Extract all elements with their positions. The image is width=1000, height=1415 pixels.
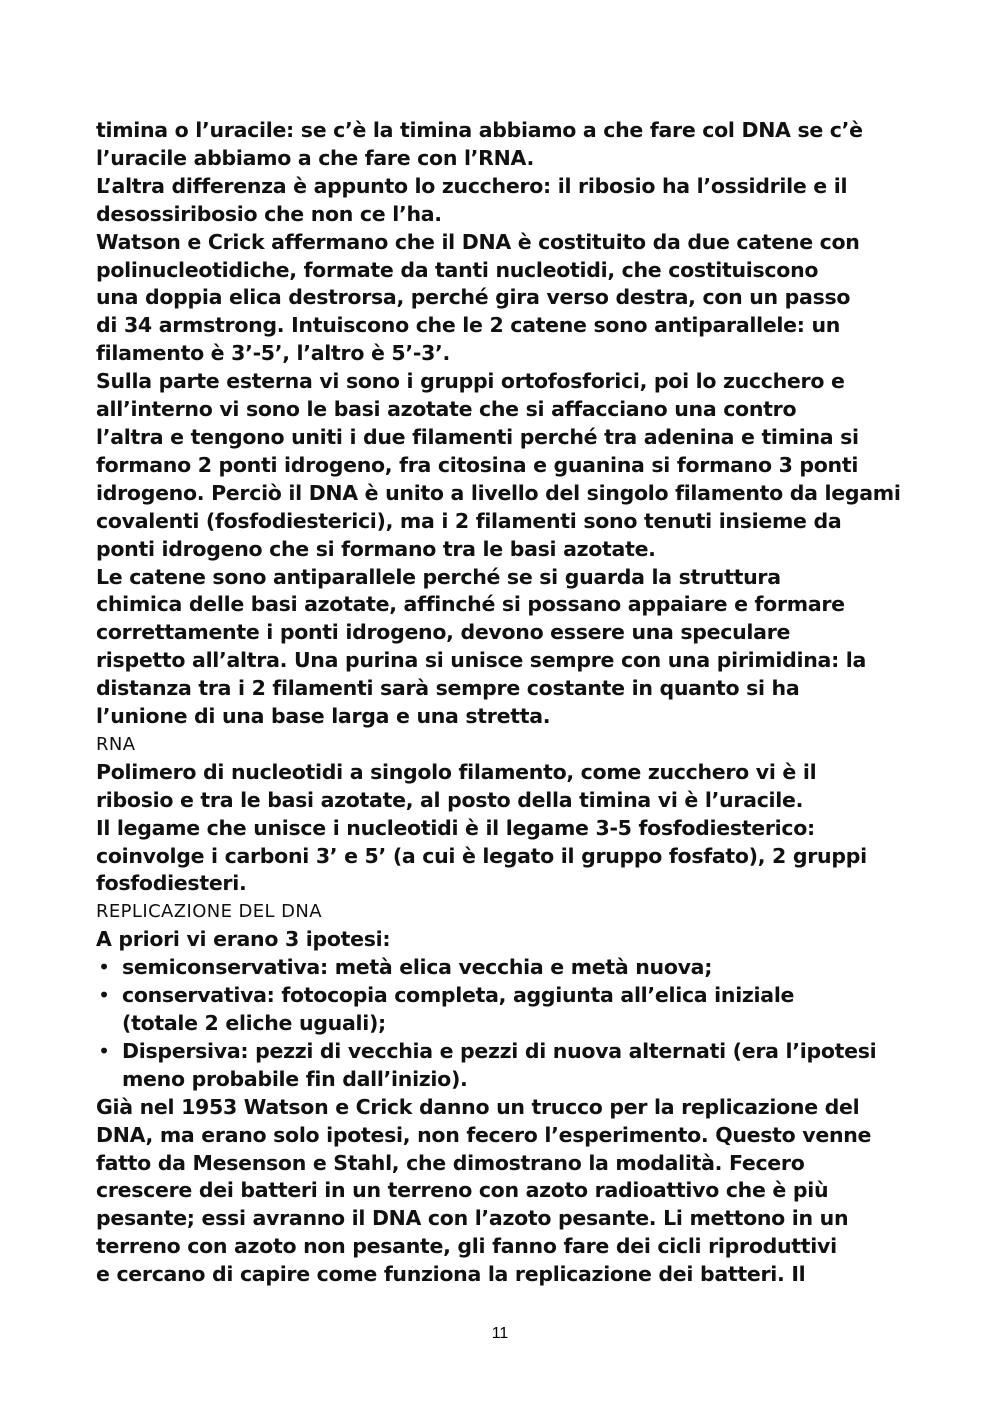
text-line: conservativa: fotocopia completa, aggiunta all’elica iniziale — [122, 983, 795, 1008]
text-line: distanza tra i 2 filamenti sarà sempre costante in quanto si ha — [96, 676, 800, 701]
text-line: L’altra differenza è appunto lo zucchero: il ribosio ha l’ossidrile e il — [96, 173, 848, 198]
text-line: e cercano di capire come funziona la replicazione dei batteri. Il — [96, 1262, 806, 1287]
text-line: coinvolge i carboni 3’ e 5’ (a cui è legato il gruppo fosfato), 2 gruppi — [96, 843, 867, 868]
paragraph-3 — [96, 229, 916, 369]
paragraph-7 — [96, 815, 916, 899]
text-line: Le catene sono antiparallele perché se si guarda la struttura — [96, 564, 781, 589]
text-line: Watson e Crick affermano che il DNA è costituito da due catene con — [96, 229, 860, 254]
paragraph-9 — [96, 1094, 916, 1289]
text-line: crescere dei batteri in un terreno con azoto radioattivo che è più — [96, 1178, 829, 1203]
text-line: l’altra e tengono uniti i due filamenti perché tra adenina e timina si — [96, 424, 859, 449]
text-line: fatto da Mesenson e Stahl, che dimostrano la modalità. Fecero — [96, 1150, 805, 1175]
text-line: filamento è 3’-5’, l’altro è 5’-3’. — [96, 341, 451, 366]
text-line: all’interno vi sono le basi azotate che si affacciano una contro — [96, 397, 797, 422]
text-line: pesante; essi avranno il DNA con l’azoto pesante. Li mettono in un — [96, 1206, 849, 1231]
text-line: DNA, ma erano solo ipotesi, non fecero l’esperimento. Questo venne — [96, 1122, 872, 1147]
text-line: l’unione di una base larga e una stretta. — [96, 704, 551, 729]
text-line: ribosio e tra le basi azotate, al posto della timina vi è l’uracile. — [96, 787, 804, 812]
text-line: fosfodiesteri. — [96, 871, 247, 896]
page-number: 11 — [491, 1325, 509, 1342]
list-item — [96, 954, 916, 982]
hypotheses-list — [96, 954, 916, 1094]
text-line: desossiribosio che non ce l’ha. — [96, 201, 442, 226]
bullet-icon: • — [98, 1038, 110, 1063]
bullet-icon: • — [98, 955, 110, 980]
document-body — [96, 117, 916, 1289]
text-line: formano 2 ponti idrogeno, fra citosina e guanina si formano 3 ponti — [96, 452, 859, 477]
text-line: Il legame che unisce i nucleotidi è il legame 3-5 fosfodiesterico: — [96, 815, 815, 840]
text-line: Sulla parte esterna vi sono i gruppi ortofosforici, poi lo zucchero e — [96, 369, 845, 394]
text-line: timina o l’uracile: se c’è la timina abbiamo a che fare col DNA se c’è — [96, 118, 863, 142]
list-item — [96, 1038, 916, 1094]
paragraph-5 — [96, 564, 916, 731]
paragraph-4 — [96, 368, 916, 563]
text-line: Dispersiva: pezzi di vecchia e pezzi di nuova alternati (era l’ipotesi — [122, 1038, 877, 1063]
text-line: correttamente i ponti idrogeno, devono essere una speculare — [96, 620, 791, 645]
paragraph-6 — [96, 759, 916, 815]
text-line: una doppia elica destrorsa, perché gira verso destra, con un passo — [96, 285, 851, 310]
list-item — [96, 982, 916, 1038]
section-heading-replicazione: REPLICAZIONE DEL DNA — [96, 901, 322, 923]
text-line: ponti idrogeno che si formano tra le basi azotate. — [96, 536, 656, 561]
paragraph-8 — [96, 926, 916, 954]
text-line: l’uracile abbiamo a che fare con l’RNA. — [96, 145, 534, 170]
text-line: di 34 armstrong. Intuiscono che le 2 catene sono antiparallele: un — [96, 313, 841, 338]
text-line: rispetto all’altra. Una purina si unisce sempre con una pirimidina: la — [96, 648, 867, 673]
text-line: meno probabile fin dall’inizio). — [122, 1066, 468, 1091]
section-heading-rna: RNA — [96, 733, 136, 755]
text-line: idrogeno. Perciò il DNA è unito a livello del singolo filamento da legami — [96, 480, 901, 505]
text-line: A priori vi erano 3 ipotesi: — [96, 927, 391, 952]
text-line: Polimero di nucleotidi a singolo filamento, come zucchero vi è il — [96, 759, 817, 784]
text-line: polinucleotidiche, formate da tanti nucleotidi, che costituiscono — [96, 257, 819, 282]
text-line: (totale 2 eliche uguali); — [122, 1011, 386, 1035]
text-line: semiconservativa: metà elica vecchia e metà nuova; — [122, 955, 713, 980]
paragraph-2 — [96, 173, 916, 229]
bullet-icon: • — [98, 983, 110, 1008]
text-line: chimica delle basi azotate, affinché si possano appaiare e formare — [96, 592, 845, 617]
text-line: terreno con azoto non pesante, gli fanno fare dei cicli riproduttivi — [96, 1234, 837, 1259]
text-line: covalenti (fosfodiesterici), ma i 2 filamenti sono tenuti insieme da — [96, 508, 842, 533]
paragraph-1 — [96, 117, 916, 173]
text-line: Già nel 1953 Watson e Crick danno un trucco per la replicazione del — [96, 1094, 860, 1119]
